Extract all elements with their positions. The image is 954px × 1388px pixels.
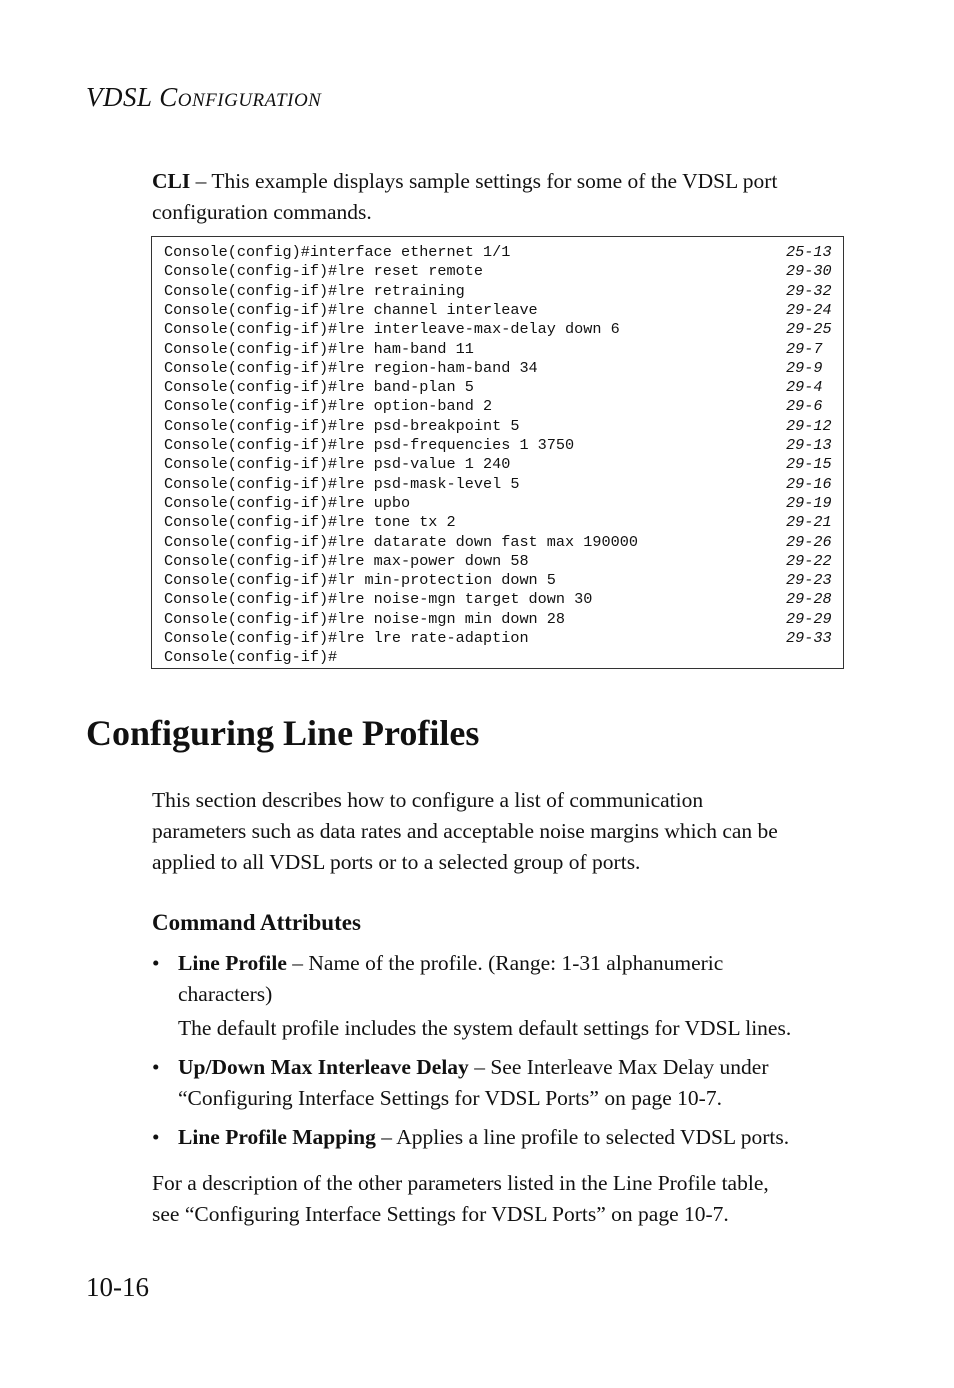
bullet-line-profile <box>178 948 868 979</box>
code-command: Console(config-if)#lre psd-breakpoint 5 <box>164 416 520 435</box>
code-page-reference: 29-32 <box>786 281 832 300</box>
running-header <box>86 82 321 113</box>
bullet-text: – Applies a line profile to selected VDSL ports. <box>375 1125 790 1149</box>
code-command: Console(config-if)#lre tone tx 2 <box>164 513 456 532</box>
code-page-reference: 29-7 <box>786 339 823 358</box>
section-paragraph-line-3: applied to all VDSL ports or to a selected group of ports. <box>152 850 641 874</box>
header-title-large: VDSL C <box>86 82 178 112</box>
code-command: Console(config-if)#lre datarate down fast max 190000 <box>164 532 638 551</box>
code-line <box>164 590 836 609</box>
code-page-reference: 29-24 <box>786 300 832 319</box>
code-line <box>164 436 836 455</box>
code-line <box>164 455 836 474</box>
code-command: Console(config-if)#lre max-power down 58 <box>164 551 529 570</box>
section-paragraph-line-2: parameters such as data rates and acceptable noise margins which can be <box>152 819 778 843</box>
section-paragraph-line-1: This section describes how to configure a list of communication <box>152 788 704 812</box>
bullet-max-interleave-delay <box>178 1052 868 1083</box>
code-line <box>164 359 836 378</box>
code-page-reference: 29-29 <box>786 609 832 628</box>
closing-paragraph-line-2: see “Configuring Interface Settings for VDSL Ports” on page 10-7. <box>152 1202 729 1226</box>
code-page-reference: 29-28 <box>786 590 832 609</box>
code-page-reference: 29-21 <box>786 513 832 532</box>
intro-text: – This example displays sample settings for some of the VDSL port configuration commands. <box>152 169 778 224</box>
page-number: 10-16 <box>86 1272 149 1302</box>
code-page-reference: 29-13 <box>786 436 832 454</box>
code-command: Console(config-if)#lre noise-mgn min down 28 <box>164 609 566 628</box>
bullet-max-interleave-delay-cont: “Configuring Interface Settings for VDSL Ports” on page 10-7. <box>178 1086 722 1110</box>
code-line <box>164 378 836 397</box>
code-page-reference: 29-15 <box>786 455 832 474</box>
code-page-reference: 29-4 <box>786 378 823 397</box>
code-page-reference: 29-19 <box>786 493 832 512</box>
code-command: Console(config-if)#lre psd-value 1 240 <box>164 455 511 474</box>
intro-paragraph <box>152 166 852 228</box>
command-attributes-heading: Command Attributes <box>152 910 361 935</box>
bullet-label: Up/Down Max Interleave Delay <box>178 1055 469 1079</box>
code-command: Console(config-if)#lre psd-frequencies 1 3750 <box>164 436 575 454</box>
bullet-marker: • <box>152 1055 160 1079</box>
code-command: Console(config-if)#lre ham-band 11 <box>164 339 474 358</box>
bullet-line-profile-extra: The default profile includes the system default settings for VDSL lines. <box>178 1016 792 1040</box>
code-line <box>164 282 836 301</box>
code-command: Console(config-if)#lre region-ham-band 34 <box>164 358 538 377</box>
code-line <box>164 513 836 532</box>
closing-paragraph-line-1: For a description of the other parameters listed in the Line Profile table, <box>152 1171 769 1195</box>
code-command: Console(config-if)#lre interleave-max-delay down 6 <box>164 320 620 339</box>
code-page-reference: 29-33 <box>786 629 832 647</box>
code-page-reference: 29-26 <box>786 532 832 551</box>
code-line <box>164 397 836 416</box>
bullet-marker: • <box>152 951 160 975</box>
code-command: Console(config-if)#lre lre rate-adaption <box>164 629 529 647</box>
code-page-reference: 29-12 <box>786 416 832 435</box>
cli-code-box <box>151 236 844 669</box>
bullet-line-profile-mapping <box>178 1122 868 1153</box>
code-line <box>164 610 836 629</box>
code-line <box>164 648 836 667</box>
code-line <box>164 320 836 339</box>
code-page-reference: 29-22 <box>786 551 832 570</box>
code-line <box>164 552 836 571</box>
code-page-reference: 29-16 <box>786 474 832 493</box>
code-command: Console(config-if)#lre retraining <box>164 281 465 300</box>
code-page-reference: 29-25 <box>786 320 832 339</box>
code-line <box>164 243 836 262</box>
code-line <box>164 629 836 648</box>
code-page-reference: 29-6 <box>786 397 823 416</box>
code-line <box>164 417 836 436</box>
code-line <box>164 571 836 590</box>
code-command: Console(config-if)#lre option-band 2 <box>164 397 493 416</box>
intro-label: CLI <box>152 169 191 193</box>
header-title-small: ONFIGURATION <box>177 90 322 111</box>
bullet-text: – See Interleave Max Delay under <box>468 1055 769 1079</box>
code-command: Console(config-if)#lre channel interleave <box>164 300 538 319</box>
code-command: Console(config-if)#lre upbo <box>164 493 411 512</box>
code-line <box>164 533 836 552</box>
bullet-label: Line Profile Mapping <box>178 1125 376 1149</box>
section-title: Configuring Line Profiles <box>86 713 480 753</box>
code-line <box>164 262 836 281</box>
code-page-reference: 29-30 <box>786 262 832 281</box>
code-command: Console(config-if)#lre band-plan 5 <box>164 378 474 397</box>
bullet-line-profile-cont: characters) <box>178 982 273 1006</box>
code-page-reference: 25-13 <box>786 243 832 261</box>
code-command: Console(config)#interface ethernet 1/1 <box>164 243 511 261</box>
code-command: Console(config-if)# <box>164 648 338 667</box>
code-line <box>164 475 836 494</box>
code-page-reference: 29-9 <box>786 358 823 377</box>
code-line <box>164 494 836 513</box>
code-command: Console(config-if)#lre noise-mgn target down 30 <box>164 590 593 609</box>
bullet-label: Line Profile <box>178 951 287 975</box>
code-command: Console(config-if)#lr min-protection down 5 <box>164 571 556 590</box>
code-line <box>164 301 836 320</box>
code-page-reference: 29-23 <box>786 571 832 590</box>
code-line <box>164 340 836 359</box>
code-command: Console(config-if)#lre reset remote <box>164 262 483 281</box>
code-command: Console(config-if)#lre psd-mask-level 5 <box>164 474 520 493</box>
bullet-marker: • <box>152 1125 160 1149</box>
bullet-text: – Name of the profile. (Range: 1-31 alphanumeric <box>286 951 724 975</box>
